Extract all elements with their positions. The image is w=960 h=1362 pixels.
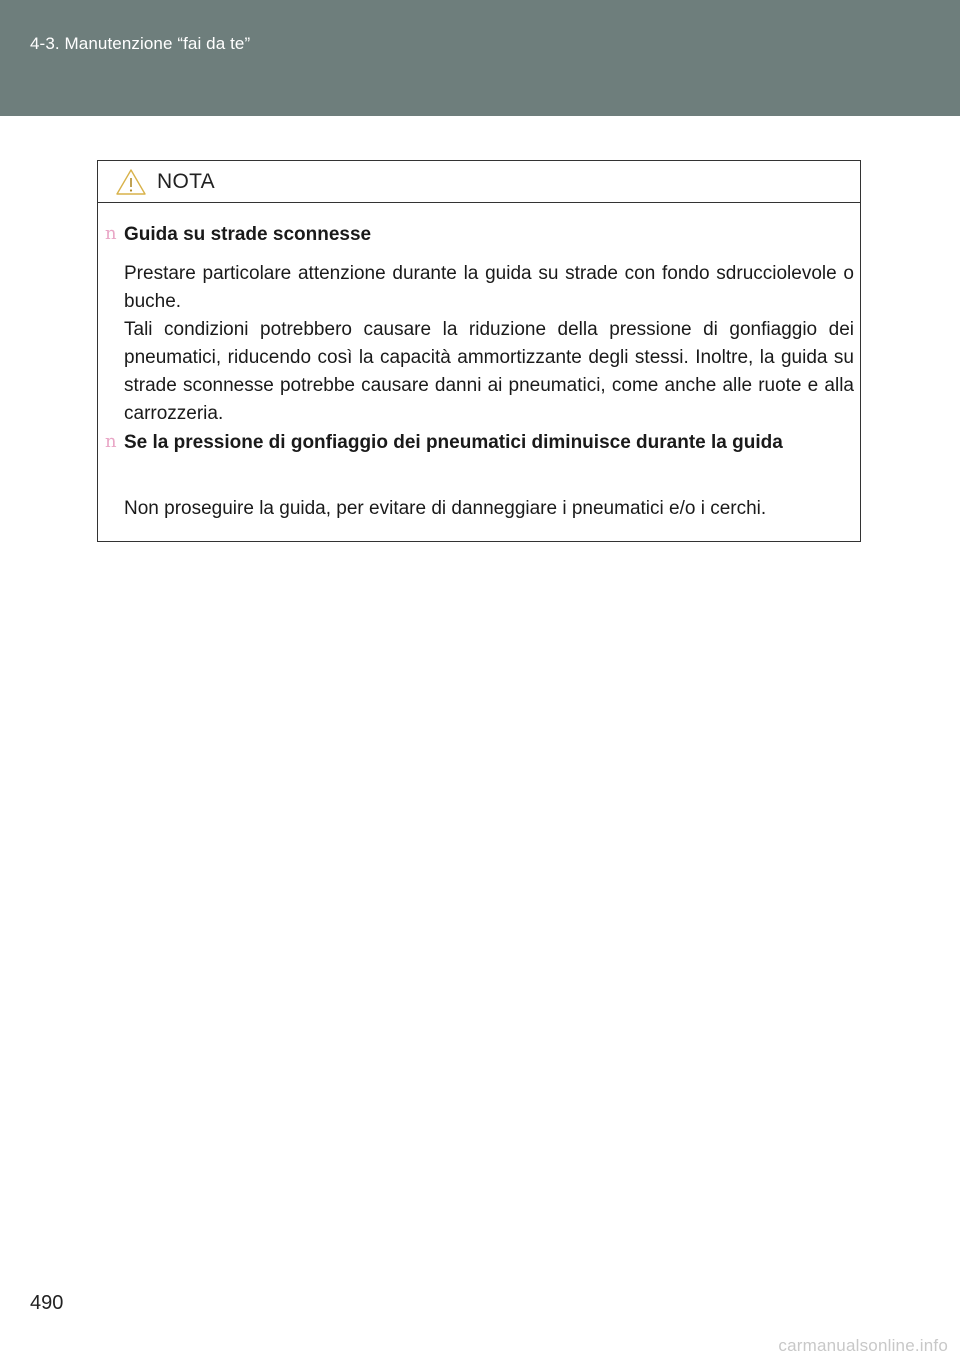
bullet-icon: n [105,431,117,452]
notice-item-title: Guida su strade sconnesse [124,224,372,245]
notice-item-text [124,495,854,523]
notice-header [98,161,860,203]
notice-label: NOTA [157,170,215,193]
notice-paragraph: Prestare particolare attenzione durante la guida su strade con fondo sdrucciolevole o buche. [124,263,854,312]
notice-box [97,160,861,542]
warning-triangle-icon [115,168,147,196]
watermark: carmanualsonline.info [778,1336,948,1355]
bullet-icon: n [105,223,117,244]
notice-paragraph: Tali condizioni potrebbero causare la riduzione della pressione di gonfiaggio dei pneumatici, riducendo così la capacità ammortizzante degli stessi. Inoltre, la guida su strade sconnesse potrebbe causare danni ai pneumatici, come anche alle ruote e alla carrozzeria. [124,319,854,424]
header-band [0,0,960,116]
page-number: 490 [30,1292,64,1314]
section-title: 4-3. Manutenzione “fai da te” [30,34,251,53]
notice-item-text [124,260,854,428]
notice-paragraph: Non proseguire la guida, per evitare di danneggiare i pneumatici e/o i cerchi. [124,498,767,519]
notice-item-title: Se la pressione di gonfiaggio dei pneumatici diminuisce durante la guida [124,432,783,453]
